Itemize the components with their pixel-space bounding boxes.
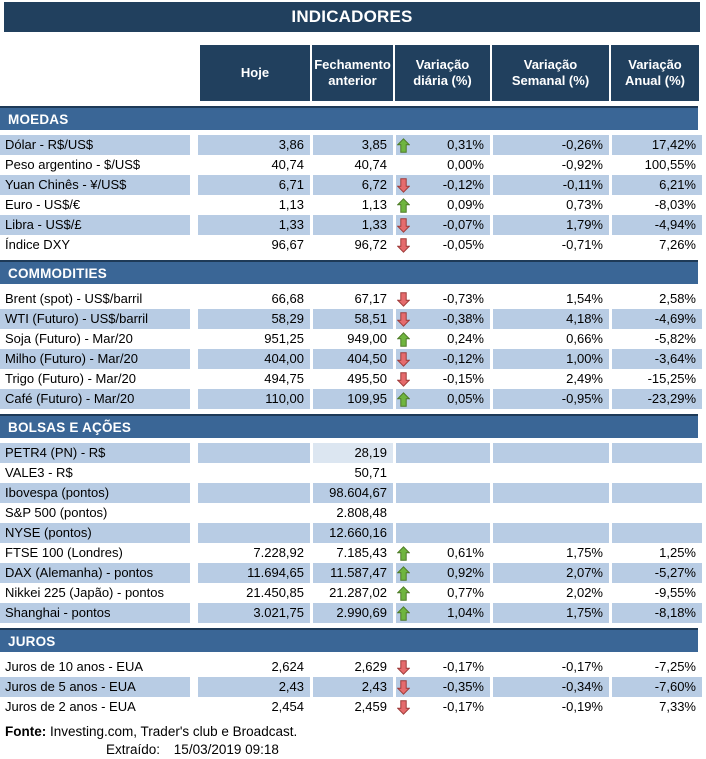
cell-variacao-diaria [396,563,490,583]
cell-hoje [198,463,310,483]
cell-hoje: 3.021,75 [198,603,310,623]
cell-hoje [198,503,310,523]
cell-variacao-anual [612,483,702,503]
table-row-juros-de-2-anos-eua [0,697,706,717]
cell-variacao-anual [612,523,702,543]
variacao-diaria-value: -0,12% [442,351,484,366]
cell-variacao-diaria [396,677,490,697]
variacao-diaria-value: 0,31% [447,137,484,152]
cell-fechamento-anterior: 11.587,47 [313,563,393,583]
row-label: Soja (Futuro) - Mar/20 [0,329,190,349]
column-gap [190,543,198,563]
cell-fechamento-anterior: 1,33 [313,215,393,235]
cell-variacao-diaria [396,503,490,523]
variacao-diaria-value: 1,04% [447,605,484,620]
cell-variacao-diaria [396,349,490,369]
cell-variacao-diaria [396,289,490,309]
cell-variacao-anual [612,463,702,483]
variacao-diaria-value: 0,05% [447,391,484,406]
cell-hoje: 1,13 [198,195,310,215]
cell-fechamento-anterior: 2.990,69 [313,603,393,623]
cell-variacao-anual: -4,69% [612,309,702,329]
cell-variacao-anual: -15,25% [612,369,702,389]
cell-variacao-semanal: -0,71% [493,235,609,255]
column-gap [190,523,198,543]
column-header-variacao-diaria: Variação diária (%) [393,45,490,101]
cell-fechamento-anterior: 2,43 [313,677,393,697]
cell-hoje: 96,67 [198,235,310,255]
row-label: Índice DXY [0,235,190,255]
arrow-up-icon [396,138,413,153]
table-row-nikkei-225-japao-pontos [0,583,706,603]
arrow-up-icon [396,566,413,581]
cell-variacao-semanal: -0,95% [493,389,609,409]
variacao-diaria-value: 0,61% [447,545,484,560]
cell-hoje: 1,33 [198,215,310,235]
table-row-dax-alemanha-pontos [0,563,706,583]
cell-variacao-diaria [396,235,490,255]
cell-fechamento-anterior: 2.808,48 [313,503,393,523]
cell-variacao-semanal: 1,00% [493,349,609,369]
table-row-petr4-pn-r [0,443,706,463]
arrow-down-icon [396,372,413,387]
row-label: Juros de 2 anos - EUA [0,697,190,717]
cell-fechamento-anterior: 28,19 [313,443,393,463]
table-row-libra-us [0,215,706,235]
cell-variacao-diaria [396,523,490,543]
variacao-diaria-value: -0,35% [442,679,484,694]
cell-fechamento-anterior: 3,85 [313,135,393,155]
row-label: Nikkei 225 (Japão) - pontos [0,583,190,603]
section-header-moedas: MOEDAS [0,106,698,130]
cell-variacao-semanal: 0,66% [493,329,609,349]
table-row-vale3-r [0,463,706,483]
cell-hoje: 3,86 [198,135,310,155]
row-label: Euro - US$/€ [0,195,190,215]
row-label: Brent (spot) - US$/barril [0,289,190,309]
variacao-diaria-value: -0,38% [442,311,484,326]
variacao-diaria-value: 0,92% [447,565,484,580]
cell-variacao-semanal: -0,26% [493,135,609,155]
cell-hoje: 11.694,65 [198,563,310,583]
cell-fechamento-anterior: 58,51 [313,309,393,329]
cell-hoje [198,483,310,503]
cell-hoje: 2,454 [198,697,310,717]
source-label: Fonte: [5,724,47,739]
variacao-diaria-value: -0,73% [442,291,484,306]
column-gap [190,309,198,329]
arrow-up-icon [396,198,413,213]
column-gap [190,215,198,235]
cell-variacao-semanal: 4,18% [493,309,609,329]
cell-fechamento-anterior: 98.604,67 [313,483,393,503]
column-gap [190,583,198,603]
source-line [0,723,706,741]
cell-variacao-semanal: 0,73% [493,195,609,215]
column-gap [190,175,198,195]
cell-hoje: 7.228,92 [198,543,310,563]
cell-variacao-semanal: -0,17% [493,657,609,677]
table-row-shanghai-pontos [0,603,706,623]
cell-hoje: 110,00 [198,389,310,409]
cell-variacao-anual: -3,64% [612,349,702,369]
cell-hoje: 494,75 [198,369,310,389]
row-label: Peso argentino - $/US$ [0,155,190,175]
cell-variacao-semanal: 1,79% [493,215,609,235]
cell-variacao-anual: -8,18% [612,603,702,623]
row-label: Libra - US$/£ [0,215,190,235]
table-header [0,45,706,101]
row-label: VALE3 - R$ [0,463,190,483]
cell-variacao-anual: 7,33% [612,697,702,717]
arrow-down-icon [396,178,413,193]
variacao-diaria-value: 0,00% [447,157,484,172]
arrow-down-icon [396,352,413,367]
section-header-juros: JUROS [0,628,698,652]
table-row-nyse-pontos [0,523,706,543]
cell-fechamento-anterior: 50,71 [313,463,393,483]
column-header-fechamento-anterior: Fechamento anterior [310,45,393,101]
row-label: Milho (Futuro) - Mar/20 [0,349,190,369]
cell-hoje: 2,43 [198,677,310,697]
cell-variacao-semanal [493,463,609,483]
cell-variacao-diaria [396,463,490,483]
row-label: Dólar - R$/US$ [0,135,190,155]
arrow-up-icon [396,586,413,601]
variacao-diaria-value: -0,17% [442,659,484,674]
arrow-up-icon [396,392,413,407]
cell-variacao-diaria [396,155,490,175]
arrow-down-icon [396,218,413,233]
cell-hoje: 404,00 [198,349,310,369]
cell-variacao-diaria [396,369,490,389]
table-row-dolar-r-us [0,135,706,155]
cell-variacao-diaria [396,215,490,235]
column-header-hoje: Hoje [198,45,310,101]
cell-hoje [198,443,310,463]
cell-variacao-semanal [493,483,609,503]
row-label: Juros de 5 anos - EUA [0,677,190,697]
variacao-diaria-value: -0,07% [442,217,484,232]
table-row-ftse-100-londres [0,543,706,563]
cell-variacao-anual: -7,25% [612,657,702,677]
cell-variacao-anual: 7,26% [612,235,702,255]
section-header-commodities: COMMODITIES [0,260,698,284]
header-spacer [0,45,198,101]
row-label: Trigo (Futuro) - Mar/20 [0,369,190,389]
arrow-up-icon [396,606,413,621]
footer [0,723,706,759]
cell-variacao-diaria [396,483,490,503]
cell-hoje: 951,25 [198,329,310,349]
extracted-line [0,741,706,759]
cell-fechamento-anterior: 96,72 [313,235,393,255]
cell-fechamento-anterior: 949,00 [313,329,393,349]
cell-variacao-anual: 17,42% [612,135,702,155]
arrow-down-icon [396,312,413,327]
cell-variacao-semanal: -0,34% [493,677,609,697]
column-gap [190,503,198,523]
row-label: PETR4 (PN) - R$ [0,443,190,463]
column-gap [190,563,198,583]
cell-fechamento-anterior: 495,50 [313,369,393,389]
cell-variacao-semanal: -0,19% [493,697,609,717]
cell-variacao-diaria [396,175,490,195]
table-row-juros-de-10-anos-eua [0,657,706,677]
column-gap [190,369,198,389]
variacao-diaria-value: 0,24% [447,331,484,346]
row-label: NYSE (pontos) [0,523,190,543]
page-title: INDICADORES [4,2,700,32]
cell-variacao-semanal: 1,75% [493,603,609,623]
cell-hoje: 2,624 [198,657,310,677]
cell-variacao-anual [612,503,702,523]
cell-variacao-diaria [396,603,490,623]
cell-variacao-diaria [396,657,490,677]
cell-variacao-semanal: 2,02% [493,583,609,603]
column-gap [190,483,198,503]
cell-variacao-diaria [396,135,490,155]
cell-variacao-diaria [396,309,490,329]
column-gap [190,155,198,175]
column-gap [190,135,198,155]
cell-variacao-semanal: 2,07% [493,563,609,583]
cell-fechamento-anterior: 1,13 [313,195,393,215]
table-row-soja-futuro-mar-20 [0,329,706,349]
cell-variacao-anual: -7,60% [612,677,702,697]
row-label: Yuan Chinês - ¥/US$ [0,175,190,195]
arrow-down-icon [396,680,413,695]
row-label: Shanghai - pontos [0,603,190,623]
arrow-down-icon [396,292,413,307]
extracted-label: Extraído: [106,742,161,757]
cell-variacao-anual: -23,29% [612,389,702,409]
cell-hoje: 66,68 [198,289,310,309]
table-row-s-p-500-pontos [0,503,706,523]
column-gap [190,289,198,309]
row-label: WTI (Futuro) - US$/barril [0,309,190,329]
column-gap [190,235,198,255]
table-row-euro-us [0,195,706,215]
table-row-cafe-futuro-mar-20 [0,389,706,409]
variacao-diaria-value: -0,17% [442,699,484,714]
column-gap [190,443,198,463]
column-gap [190,329,198,349]
cell-fechamento-anterior: 109,95 [313,389,393,409]
row-label: S&P 500 (pontos) [0,503,190,523]
cell-variacao-semanal: 1,75% [493,543,609,563]
cell-variacao-anual: -4,94% [612,215,702,235]
cell-variacao-semanal [493,503,609,523]
table-body [0,106,706,717]
column-gap [190,697,198,717]
cell-fechamento-anterior: 40,74 [313,155,393,175]
column-gap [190,603,198,623]
row-label: DAX (Alemanha) - pontos [0,563,190,583]
row-label: Ibovespa (pontos) [0,483,190,503]
cell-variacao-anual [612,443,702,463]
variacao-diaria-value: 0,09% [447,197,484,212]
cell-variacao-diaria [396,443,490,463]
cell-fechamento-anterior: 2,459 [313,697,393,717]
table-row-brent-spot-us-barril [0,289,706,309]
cell-variacao-diaria [396,329,490,349]
cell-variacao-diaria [396,389,490,409]
column-gap [190,677,198,697]
cell-variacao-diaria [396,583,490,603]
source-text: Investing.com, Trader's club e Broadcast. [50,724,298,739]
cell-variacao-anual: 6,21% [612,175,702,195]
variacao-diaria-value: 0,77% [447,585,484,600]
cell-variacao-semanal: 1,54% [493,289,609,309]
arrow-up-icon [396,546,413,561]
cell-variacao-anual: -5,27% [612,563,702,583]
cell-variacao-semanal: -0,11% [493,175,609,195]
cell-fechamento-anterior: 21.287,02 [313,583,393,603]
cell-hoje: 6,71 [198,175,310,195]
cell-hoje: 40,74 [198,155,310,175]
table-row-trigo-futuro-mar-20 [0,369,706,389]
cell-variacao-semanal [493,523,609,543]
cell-hoje: 58,29 [198,309,310,329]
table-row-milho-futuro-mar-20 [0,349,706,369]
cell-variacao-semanal: -0,92% [493,155,609,175]
cell-variacao-diaria [396,195,490,215]
cell-fechamento-anterior: 12.660,16 [313,523,393,543]
column-gap [190,463,198,483]
variacao-diaria-value: -0,05% [442,237,484,252]
table-row-indice-dxy [0,235,706,255]
cell-variacao-anual: -9,55% [612,583,702,603]
row-label: FTSE 100 (Londres) [0,543,190,563]
column-gap [190,657,198,677]
cell-variacao-anual: 2,58% [612,289,702,309]
cell-fechamento-anterior: 7.185,43 [313,543,393,563]
cell-variacao-semanal [493,443,609,463]
cell-variacao-semanal: 2,49% [493,369,609,389]
column-gap [190,195,198,215]
cell-variacao-diaria [396,543,490,563]
cell-hoje [198,523,310,543]
cell-variacao-diaria [396,697,490,717]
cell-variacao-anual: -8,03% [612,195,702,215]
arrow-down-icon [396,660,413,675]
column-gap [190,389,198,409]
table-row-yuan-chines-us [0,175,706,195]
arrow-down-icon [396,700,413,715]
column-header-variacao-anual: Variação Anual (%) [609,45,699,101]
cell-hoje: 21.450,85 [198,583,310,603]
arrow-down-icon [396,238,413,253]
column-gap [190,349,198,369]
variacao-diaria-value: -0,15% [442,371,484,386]
arrow-up-icon [396,332,413,347]
table-row-ibovespa-pontos [0,483,706,503]
cell-variacao-anual: 1,25% [612,543,702,563]
indicators-sheet [0,2,706,759]
cell-fechamento-anterior: 67,17 [313,289,393,309]
table-row-peso-argentino-us [0,155,706,175]
column-header-variacao-semanal: Variação Semanal (%) [490,45,609,101]
cell-fechamento-anterior: 404,50 [313,349,393,369]
variacao-diaria-value: -0,12% [442,177,484,192]
table-row-juros-de-5-anos-eua [0,677,706,697]
cell-fechamento-anterior: 6,72 [313,175,393,195]
row-label: Café (Futuro) - Mar/20 [0,389,190,409]
extracted-timestamp: 15/03/2019 09:18 [173,742,279,757]
section-header-bolsas-e-acoes: BOLSAS E AÇÕES [0,414,698,438]
row-label: Juros de 10 anos - EUA [0,657,190,677]
table-row-wti-futuro-us-barril [0,309,706,329]
cell-variacao-anual: -5,82% [612,329,702,349]
cell-fechamento-anterior: 2,629 [313,657,393,677]
cell-variacao-anual: 100,55% [612,155,702,175]
